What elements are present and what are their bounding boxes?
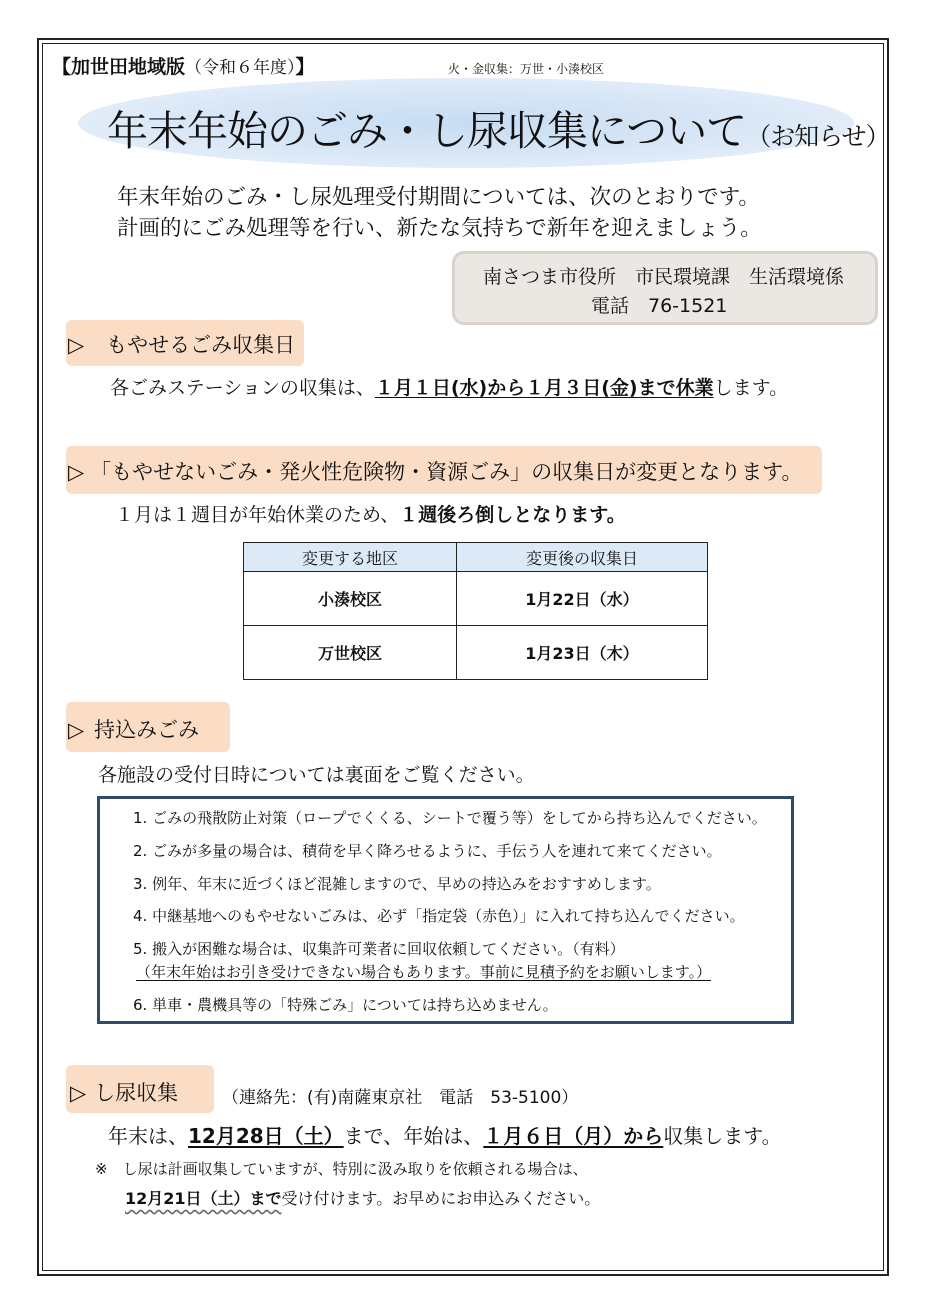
night-soil-contact: （連絡先：(有)南薩東京社 電話 53-5100） <box>222 1088 579 1108</box>
table-cell-district: 万世校区 <box>244 626 457 680</box>
night-soil-note-2: 12月21日（土）まで受け付けます。お早めにお申込みください。 <box>125 1189 601 1208</box>
collection-schedule: 火・金収集：万世・小湊校区 <box>448 62 605 76</box>
intro-line-1: 年末年始のごみ・し尿処理受付期間については、次のとおりです。 <box>117 185 760 210</box>
burnable-holiday-period: １月１日(水)から１月３日(金)まで休業 <box>374 377 714 399</box>
page-subtitle: （お知らせ） <box>746 122 890 151</box>
table-cell-district: 小湊校区 <box>244 572 457 626</box>
special-request-deadline: 12月21日（土）まで <box>125 1189 282 1208</box>
list-item: 2. ごみが多量の場合は、積荷を早く降ろせるように、手伝う人を連れて来てください。 <box>133 842 722 860</box>
intro-line-2: 計画的にごみ処理等を行い、新たな気持ちで新年を迎えましょう。 <box>117 216 762 241</box>
table-header-row <box>244 543 708 572</box>
fiscal-year: （令和６年度） <box>185 58 296 78</box>
new-year-date: １月６日（月）から <box>483 1124 664 1148</box>
contact-office: 南さつま市役所 市民環境課 生活環境係 <box>483 266 845 288</box>
edition-label: 【加世田地域版（令和６年度）】 <box>52 56 315 78</box>
triangle-right-outline-icon: ▷ <box>68 718 85 742</box>
contact-phone: 電話 76-1521 <box>591 295 728 317</box>
table-header-date: 変更後の収集日 <box>456 543 707 572</box>
triangle-right-outline-icon: ▷ <box>68 333 85 357</box>
schedule-change-table <box>243 542 708 680</box>
list-item: 6. 単車・農機具等の「特殊ごみ」については持ち込めません。 <box>133 996 558 1014</box>
section-title-burnable: ▷ もやせるごみ収集日 <box>68 333 296 357</box>
triangle-right-outline-icon: ▷ <box>70 1081 87 1105</box>
list-item-subnote: （年末年始はお引き受けできない場合もあります。事前に見積予約をお願いします。） <box>136 963 712 981</box>
burnable-schedule-text: 各ごみステーションの収集は、１月１日(水)から１月３日(金)まで休業します。 <box>110 377 789 399</box>
night-soil-note-1: ※ し尿は計画収集していますが、特別に汲み取りを依頼される場合は、 <box>95 1160 588 1178</box>
table-cell-date: 1月22日（水） <box>456 572 707 626</box>
table-header-district: 変更する地区 <box>244 543 457 572</box>
triangle-right-outline-icon: ▷ <box>68 460 85 484</box>
year-end-date: 12月28日（土） <box>188 1124 344 1148</box>
table-cell-date: 1月23日（木） <box>456 626 707 680</box>
section-title-night-soil: ▷ し尿収集 <box>70 1081 179 1105</box>
table-row <box>244 572 708 626</box>
postponed-one-week: １週後ろ倒しとなります。 <box>399 504 626 526</box>
section-title-non-burnable: ▷ 「もやせないごみ・発火性危険物・資源ごみ」の収集日が変更となります。 <box>68 460 803 484</box>
list-item: 4. 中継基地へのもやせないごみは、必ず「指定袋（赤色）」に入れて持ち込んでください。 <box>133 907 745 925</box>
night-soil-schedule: 年末は、12月28日（土）まで、年始は、１月６日（月）から収集します。 <box>108 1124 782 1148</box>
page-title: 年末年始のごみ・し尿収集について（お知らせ） <box>107 107 890 155</box>
list-item: 1. ごみの飛散防止対策（ロープでくくる、シートで覆う等）をしてから持ち込んでください。 <box>133 809 767 827</box>
list-item: 3. 例年、年末に近づくほど混雑しますので、早めの持込みをおすすめします。 <box>133 875 661 893</box>
list-item: 5. 搬入が困難な場合は、収集許可業者に回収依頼してください。（有料） <box>133 940 625 958</box>
section-title-self-haul: ▷ 持込みごみ <box>68 718 200 742</box>
table-row <box>244 626 708 680</box>
self-haul-note: 各施設の受付日時については裏面をご覧ください。 <box>98 764 535 786</box>
non-burnable-note: １月は１週目が年始休業のため、１週後ろ倒しとなります。 <box>115 504 626 526</box>
